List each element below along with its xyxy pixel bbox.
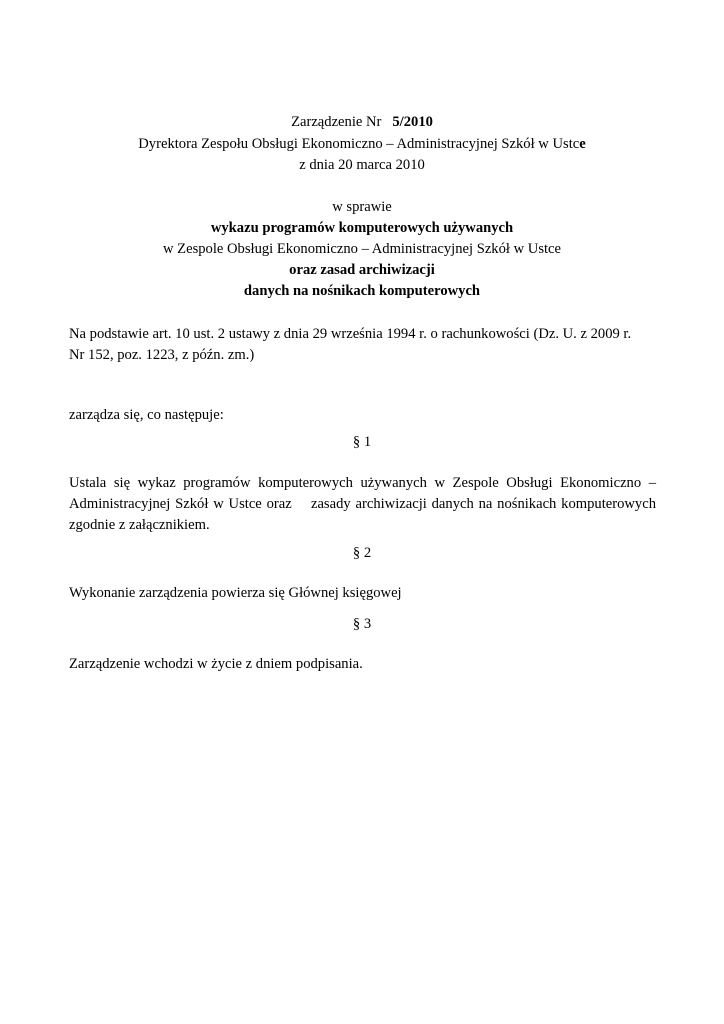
section-1-heading: § 1 <box>352 434 372 450</box>
section-2-body: Wykonanie zarządzenia powierza się Głównej księgowej <box>69 585 402 601</box>
subject-intro: w sprawie <box>332 199 392 215</box>
legal-basis <box>69 324 656 366</box>
subject-line-3: oraz zasad archiwizacji <box>289 262 435 278</box>
section-2-heading: § 2 <box>352 545 372 561</box>
section-1-line-1: Ustala się wykaz programów komputerowych używanych w Zespole Obsługi Ekonomiczno – <box>69 475 656 491</box>
issuer-main: Dyrektora Zespołu Obsługi Ekonomiczno – Administracyjnej Szkół w Ustc <box>138 136 580 152</box>
subject-line-4: danych na nośnikach komputerowych <box>243 283 481 299</box>
legal-basis-line-2: Nr 152, poz. 1223, z późn. zm.) <box>69 347 255 363</box>
decree-intro: zarządza się, co następuje: <box>69 407 224 423</box>
section-1-body <box>69 473 656 536</box>
issuer-line <box>0 134 724 155</box>
document-title <box>0 112 724 133</box>
subject-line-1: wykazu programów komputerowych używanych <box>210 220 514 236</box>
section-1-line-2: Administracyjnej Szkół w Ustce oraz zasady archiwizacji danych na nośnikach komputerowych <box>69 496 656 512</box>
section-3-heading: § 3 <box>352 616 372 632</box>
section-3-body: Zarządzenie wchodzi w życie z dniem podpisania. <box>69 656 363 672</box>
subject-line-2: w Zespole Obsługi Ekonomiczno – Administracyjnej Szkół w Ustce <box>162 241 562 257</box>
title-prefix: Zarządzenie Nr <box>291 114 382 130</box>
legal-basis-line-1: Na podstawie art. 10 ust. 2 ustawy z dnia 29 września 1994 r. o rachunkowości (Dz. U. z 2009 r. <box>69 326 632 342</box>
document-date: z dnia 20 marca 2010 <box>299 157 425 173</box>
title-number: 5/2010 <box>392 114 433 130</box>
issuer-tail: e <box>579 136 586 152</box>
section-1-line-3: zgodnie z załącznikiem. <box>69 517 210 533</box>
